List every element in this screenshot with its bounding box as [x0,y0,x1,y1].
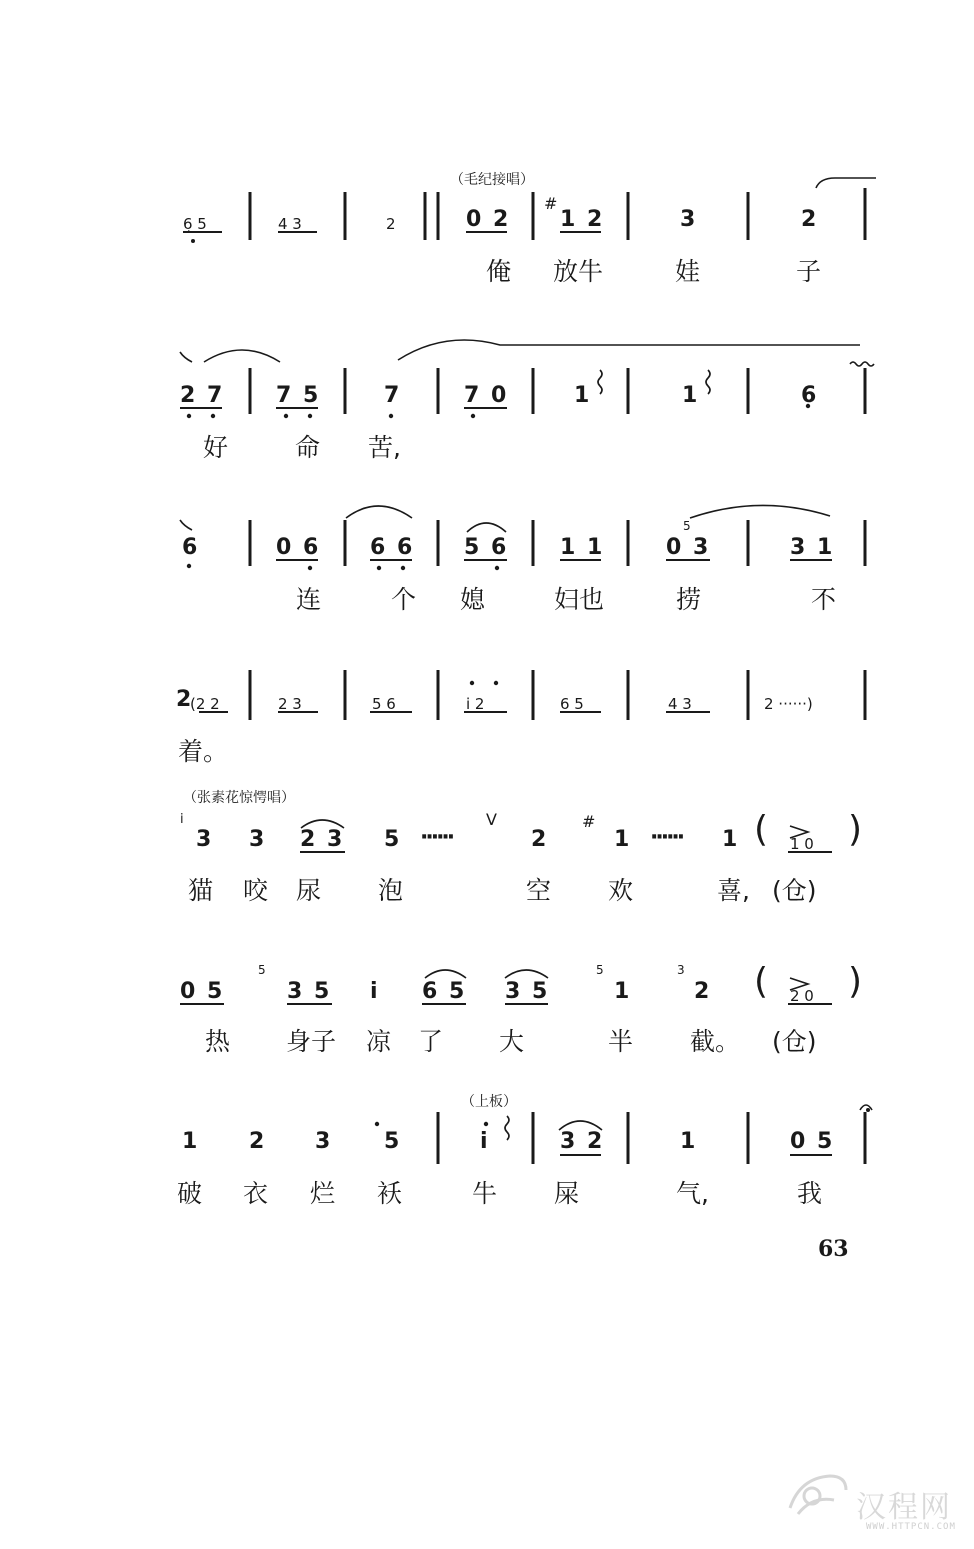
lyric: 子 [796,257,822,286]
lyric: 娃 [675,257,701,286]
lyric: 欢 [608,876,634,905]
lyric: 连 [296,585,322,614]
note: 2 3 [300,827,345,852]
note: 1 [614,979,630,1004]
note: 2 0 [790,987,814,1005]
lyric: 凉 [366,1027,392,1056]
note: 2 [694,979,710,1004]
note: 6 5 [560,695,584,713]
note: 2 [531,827,547,852]
note: 2 3 [278,695,302,713]
note: 3 5 [287,979,332,1004]
lyric: 不 [811,585,837,614]
note: 1 [680,1129,696,1154]
note: 4 3 [278,215,302,233]
lyric: (仓) [772,1027,817,1056]
note: 3 1 [790,535,835,560]
note: 1 [682,383,698,408]
note: 2 [386,215,396,233]
lyric: 截。 [690,1027,741,1056]
lyric: 身子 [286,1027,337,1056]
note: i [370,979,378,1004]
note: 5 [384,827,400,852]
annotation-mao-ji: （毛纪接唱） [450,172,534,188]
grace-note: 5 [683,519,691,533]
lyric: (仓) [772,876,817,905]
lyric: 大 [499,1027,525,1056]
note: 6 5 [422,979,467,1004]
note: 2 [176,687,192,712]
lyric: 半 [608,1027,634,1056]
lyric: 尿 [296,876,322,905]
note: 1 [182,1129,198,1154]
note: 1 0 [790,835,814,853]
lyric: 捞 [676,585,702,614]
lyric: 俺 [486,257,512,286]
note: 5 6 [464,535,509,560]
note: 1 [722,827,738,852]
note: 0 5 [180,979,225,1004]
watermark-url: WWW.HTTPCN.COM [866,1522,956,1532]
note: 7 [384,383,400,408]
note: 4 3 [668,695,692,713]
grace-note: i [180,812,184,827]
lyric: 个 [391,585,417,614]
lyric: 苦, [368,433,401,462]
note: 3 [249,827,265,852]
lyric: 着。 [178,737,229,766]
note: 7 0 [464,383,509,408]
lyric: 袄 [377,1179,403,1208]
note: 2 7 [180,383,225,408]
lyric: 好 [203,433,229,462]
note: 2 [249,1129,265,1154]
lyric: 喜, [717,876,750,905]
note: 3 [680,207,696,232]
note: i [480,1129,488,1154]
note: 1 1 [560,535,605,560]
lyric: 妇也 [554,585,605,614]
grace-note: 5 [596,963,604,977]
lyric: 咬 [243,876,269,905]
lyric: 命 [295,433,321,462]
note: 0 5 [790,1129,835,1154]
note: 1 2 [560,207,605,232]
note: 6̣ 5 [183,215,207,233]
lyric: 了 [418,1027,444,1056]
note: 3 [196,827,212,852]
paren: ( [754,961,769,1002]
lyric: 衣 [243,1179,269,1208]
grace-note: 3 [677,963,685,977]
sharp-sign: # [544,194,558,213]
lyric: 牛 [472,1179,498,1208]
lyric: 破 [177,1179,203,1208]
note: 2 [801,207,817,232]
note: 6 [801,383,817,408]
note: 3 5 [505,979,550,1004]
breath-mark: V [486,810,497,829]
note: i 2 [466,695,485,713]
lyric: 猫 [188,876,214,905]
lyric: 我 [797,1179,823,1208]
note: (2 2 [190,695,220,713]
annotation-shang-ban: （上板） [461,1094,517,1110]
paren: ( [754,809,769,850]
note: 2 ······) [764,695,813,713]
note: 0 6 [276,535,321,560]
paren: ) [848,961,863,1002]
page-number: 63 [818,1236,849,1262]
lyric: 空 [526,876,552,905]
grace-note: 5 [258,963,266,977]
note: 0 2 [466,207,511,232]
lyric: 烂 [310,1179,336,1208]
paren: ) [848,809,863,850]
lyric: 媳 [460,585,486,614]
note: 6 [182,535,198,560]
note: 3 [315,1129,331,1154]
lyric: 泡 [378,876,404,905]
lyric: 放牛 [553,257,604,286]
annotation-zhang-surprised: （张素花惊愕唱） [183,790,295,806]
note: 5 [384,1129,400,1154]
lyric: 气, [676,1179,709,1208]
sharp-sign: # [582,812,596,831]
dots: ······ [650,825,683,850]
watermark-text: 汉程网 [856,1490,952,1525]
note: 0 3 [666,535,711,560]
note: 7 5 [276,383,321,408]
note: 1 [574,383,590,408]
dots: ······ [420,825,453,850]
lyric: 屎 [554,1179,580,1208]
note: 6 6 [370,535,415,560]
note: 5 6 [372,695,396,713]
note: 1 [614,827,630,852]
note: 3 2 [560,1129,605,1154]
lyric: 热 [205,1027,231,1056]
